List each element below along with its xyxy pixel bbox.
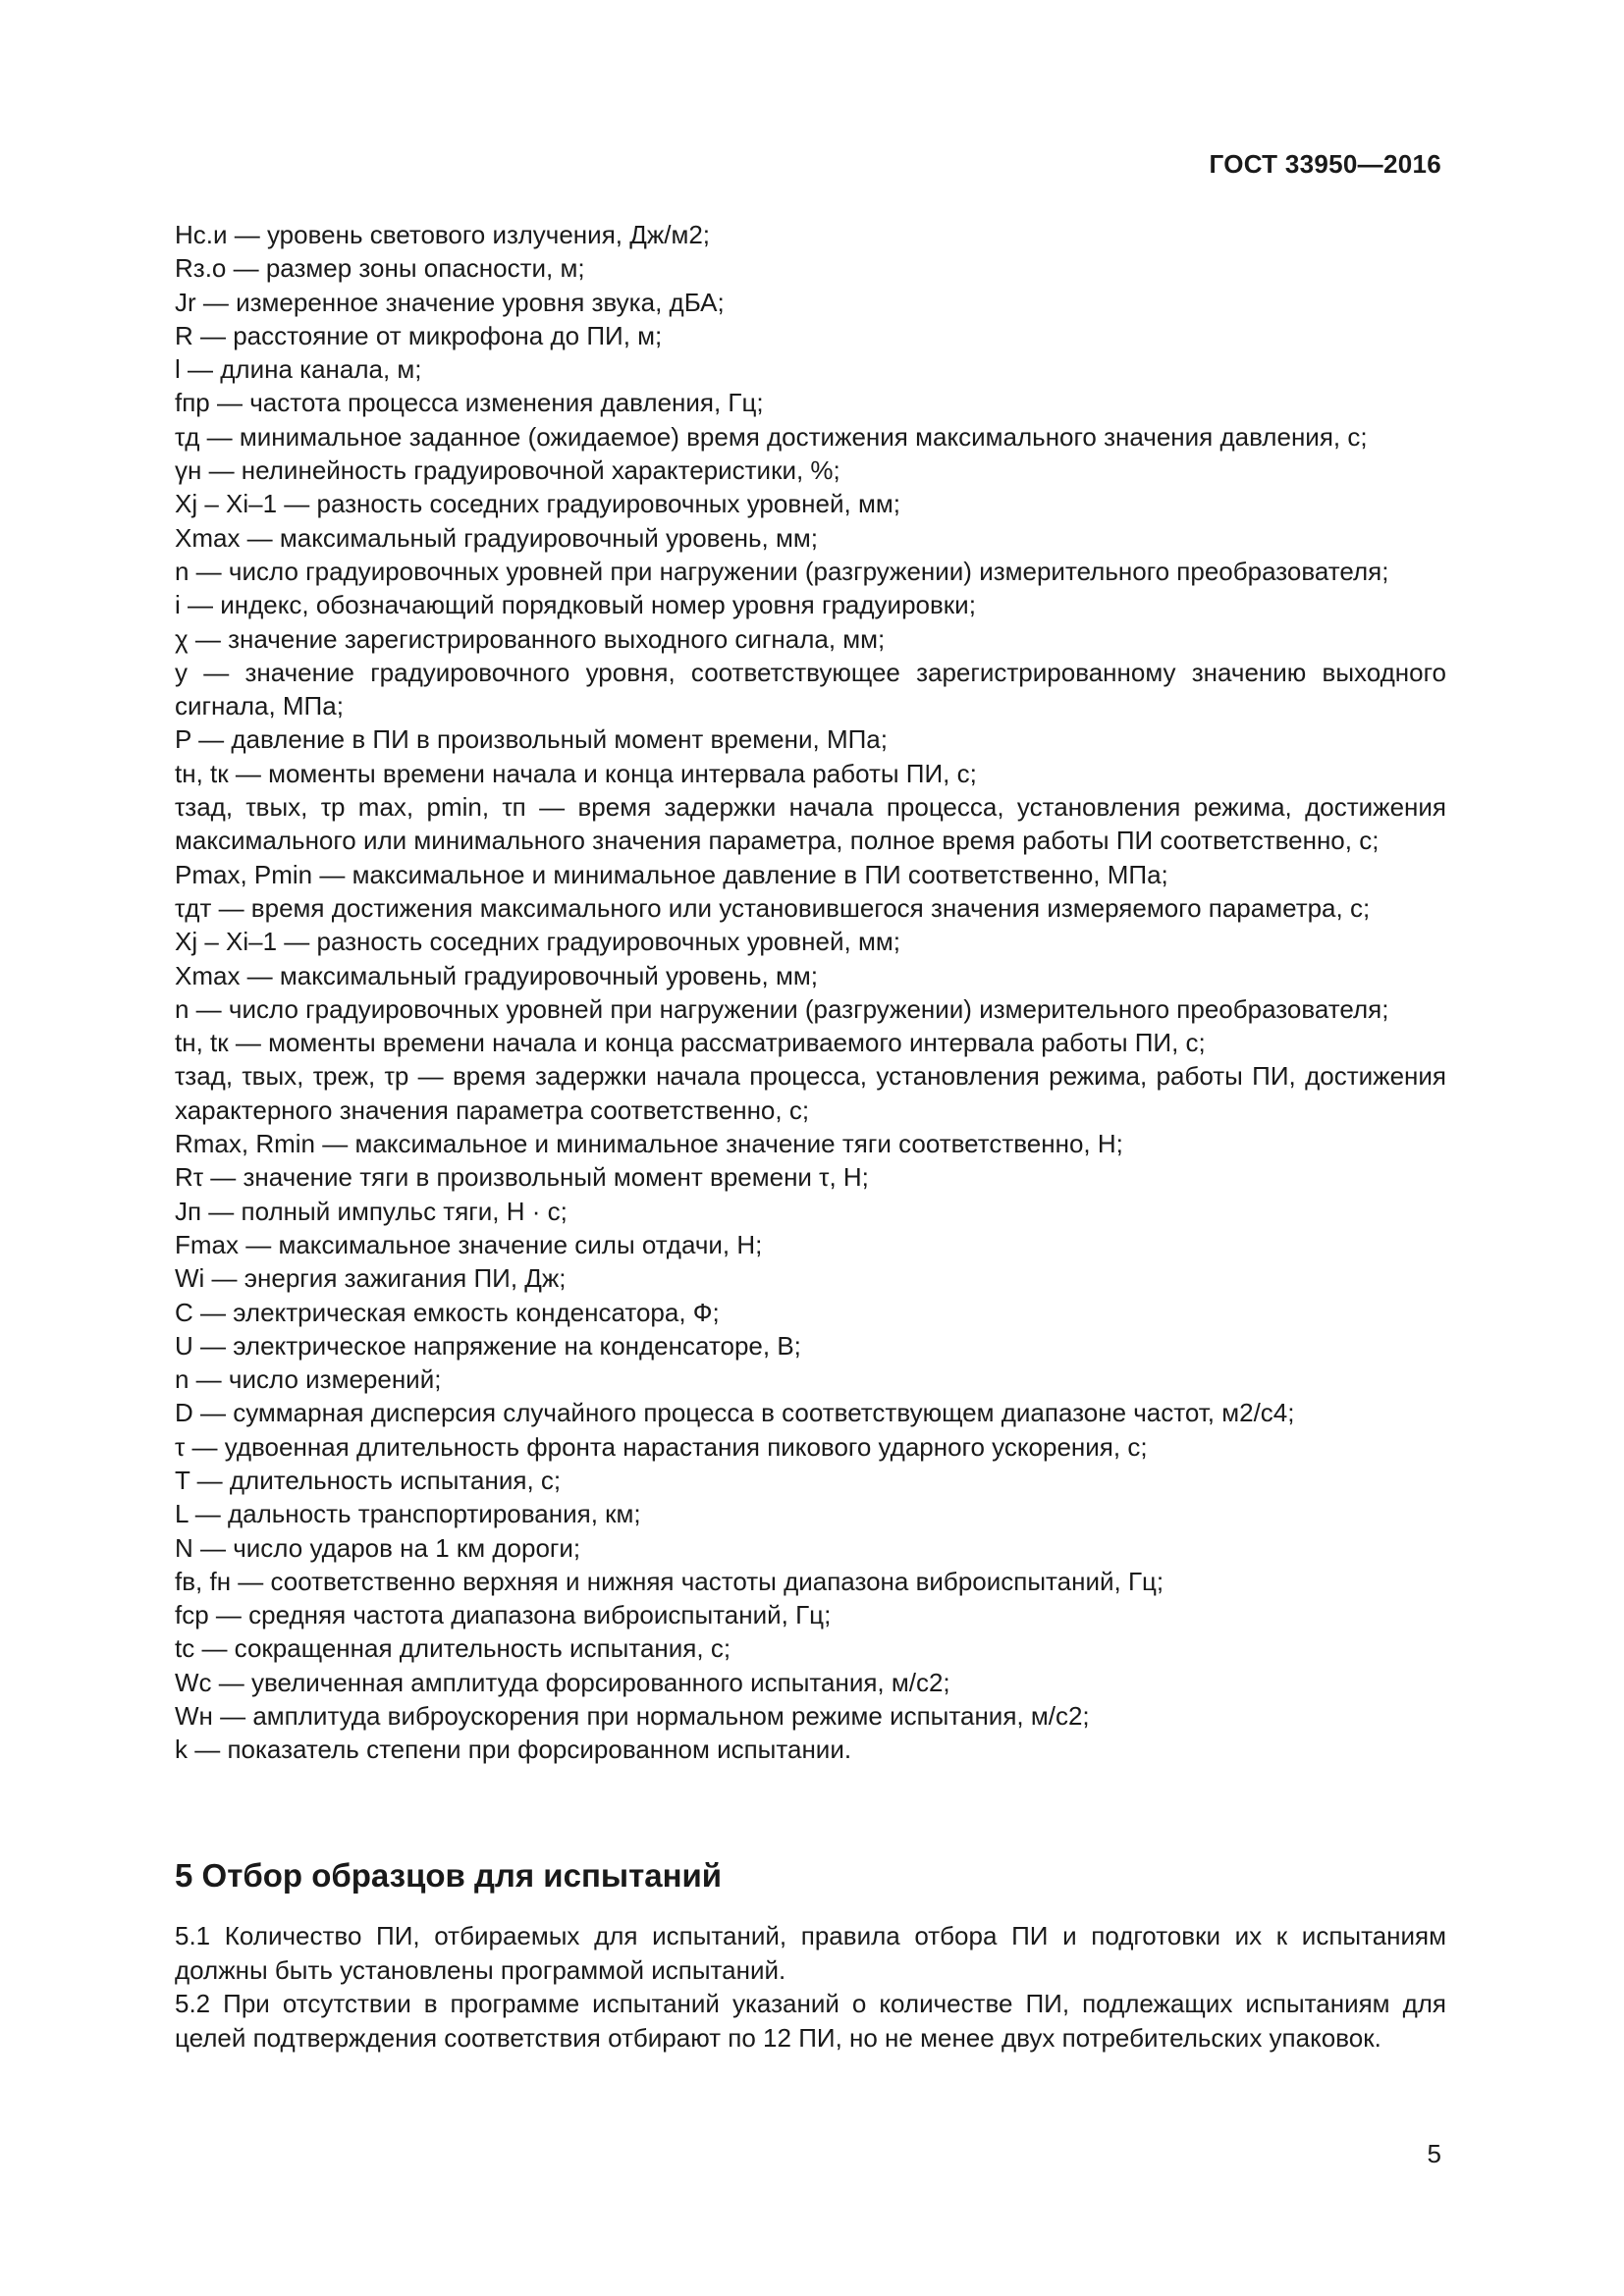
definition-item: χ — значение зарегистрированного выходного сигнала, мм;	[175, 623, 886, 654]
page-number: 5	[1427, 2139, 1441, 2168]
definition-item: R — расстояние от микрофона до ПИ, м;	[175, 320, 663, 350]
symbol-definitions-list	[118, 218, 1446, 1767]
definition-item: τзад, τвых, τреж, τр — время задержки начала процесса, установления режима, работы ПИ, достижения характерного значения параметра соответственно, с;	[175, 1061, 1446, 1125]
definition-item: fпр — частота процесса изменения давления, Гц;	[175, 388, 764, 418]
definition-item: D — суммарная дисперсия случайного процесса в соответствующем диапазоне частот, м2/с4;	[175, 1398, 1295, 1428]
definition-item: y — значение градуировочного уровня, соответствующее зарегистрированному значению выходного сигнала, МПа;	[175, 657, 1446, 721]
definition-item: Rз.о — размер зоны опасности, м;	[175, 253, 585, 284]
section-body	[118, 1919, 1446, 2055]
definition-item: Wi — энергия зажигания ПИ, Дж;	[175, 1263, 567, 1294]
definition-item: Hс.и — уровень светового излучения, Дж/м2;	[175, 220, 710, 249]
definition-item: Xj – Xi–1 — разность соседних градуировочных уровней, мм;	[175, 927, 900, 957]
definition-item: tн, tк — моменты времени начала и конца рассматриваемого интервала работы ПИ, с;	[175, 1028, 1206, 1058]
definition-item: Xj – Xi–1 — разность соседних градуировочных уровней, мм;	[175, 489, 900, 519]
section-paragraph: 5.1 Количество ПИ, отбираемых для испытаний, правила отбора ПИ и подготовки их к испытаниям должны быть установлены программой испытаний.	[175, 1921, 1446, 1985]
document-code-header: ГОСТ 33950—2016	[1209, 149, 1441, 179]
definition-item: Rmax, Rmin — максимальное и минимальное значение тяги соответственно, Н;	[175, 1129, 1123, 1159]
definition-item: P — давление в ПИ в произвольный момент времени, МПа;	[175, 724, 888, 755]
section-paragraph: 5.2 При отсутствии в программе испытаний указаний о количестве ПИ, подлежащих испытаниям для целей подтверждения соответствия отбирают по 12 ПИ, но не менее двух потребительских упаковок.	[175, 1989, 1446, 2053]
definition-item: Xmax — максимальный градуировочный уровень, мм;	[175, 522, 818, 553]
definition-item: k — показатель степени при форсированном испытании.	[175, 1735, 852, 1765]
definition-item: i — индекс, обозначающий порядковый номер уровня градуировки;	[175, 590, 976, 620]
definition-item: τдт — время достижения максимального или установившегося значения измеряемого параметра, с;	[175, 892, 1371, 923]
definition-item: τд — минимальное заданное (ожидаемое) время достижения максимального значения давления, с;	[175, 421, 1368, 452]
definition-item: fср — средняя частота диапазона виброиспытаний, Гц;	[175, 1600, 832, 1630]
definition-item: Xmax — максимальный градуировочный уровень, мм;	[175, 960, 818, 990]
definition-item: Jп — полный импульс тяги, Н · с;	[175, 1196, 568, 1226]
definition-item: tс — сокращенная длительность испытания, с;	[175, 1633, 731, 1664]
definition-item: n — число измерений;	[175, 1364, 442, 1395]
definition-item: C — электрическая емкость конденсатора, Ф;	[175, 1297, 720, 1327]
definition-item: Rτ — значение тяги в произвольный момент времени τ, Н;	[175, 1162, 869, 1193]
definition-item: L — дальность транспортирования, км;	[175, 1499, 641, 1529]
definition-item: T — длительность испытания, с;	[175, 1465, 562, 1495]
definition-item: Jr — измеренное значение уровня звука, дБА;	[175, 287, 725, 317]
definition-item: Wс — увеличенная амплитуда форсированного испытания, м/с2;	[175, 1667, 950, 1697]
definition-item: Pmax, Pmin — максимальное и минимальное давление в ПИ соответственно, МПа;	[175, 859, 1168, 889]
definition-item: n — число градуировочных уровней при нагружении (разгружении) измерительного преобразователя;	[175, 556, 1389, 586]
definition-item: N — число ударов на 1 км дороги;	[175, 1532, 581, 1563]
definition-item: Wн — амплитуда виброускорения при нормальном режиме испытания, м/с2;	[175, 1701, 1090, 1732]
definition-item: τзад, τвых, τp max, pmin, τп — время задержки начала процесса, установления режима, достижения максимального или минимального значения параметра, полное время работы ПИ соответственно, с;	[175, 792, 1446, 856]
definition-item: n — число градуировочных уровней при нагружении (разгружении) измерительного преобразователя;	[175, 993, 1389, 1024]
definition-item: fв, fн — соответственно верхняя и нижняя частоты диапазона виброиспытаний, Гц;	[175, 1566, 1164, 1596]
definition-item: γн — нелинейность градуировочной характеристики, %;	[175, 455, 840, 486]
definition-item: tн, tк — моменты времени начала и конца интервала работы ПИ, с;	[175, 758, 977, 788]
definition-item: τ — удвоенная длительность фронта нарастания пикового ударного ускорения, с;	[175, 1431, 1148, 1462]
definition-item: U — электрическое напряжение на конденсаторе, В;	[175, 1330, 801, 1361]
definition-item: Fmax — максимальное значение силы отдачи, Н;	[175, 1229, 763, 1259]
section-heading: 5 Отбор образцов для испытаний	[175, 1857, 723, 1894]
definition-item: l — длина канала, м;	[175, 354, 422, 385]
